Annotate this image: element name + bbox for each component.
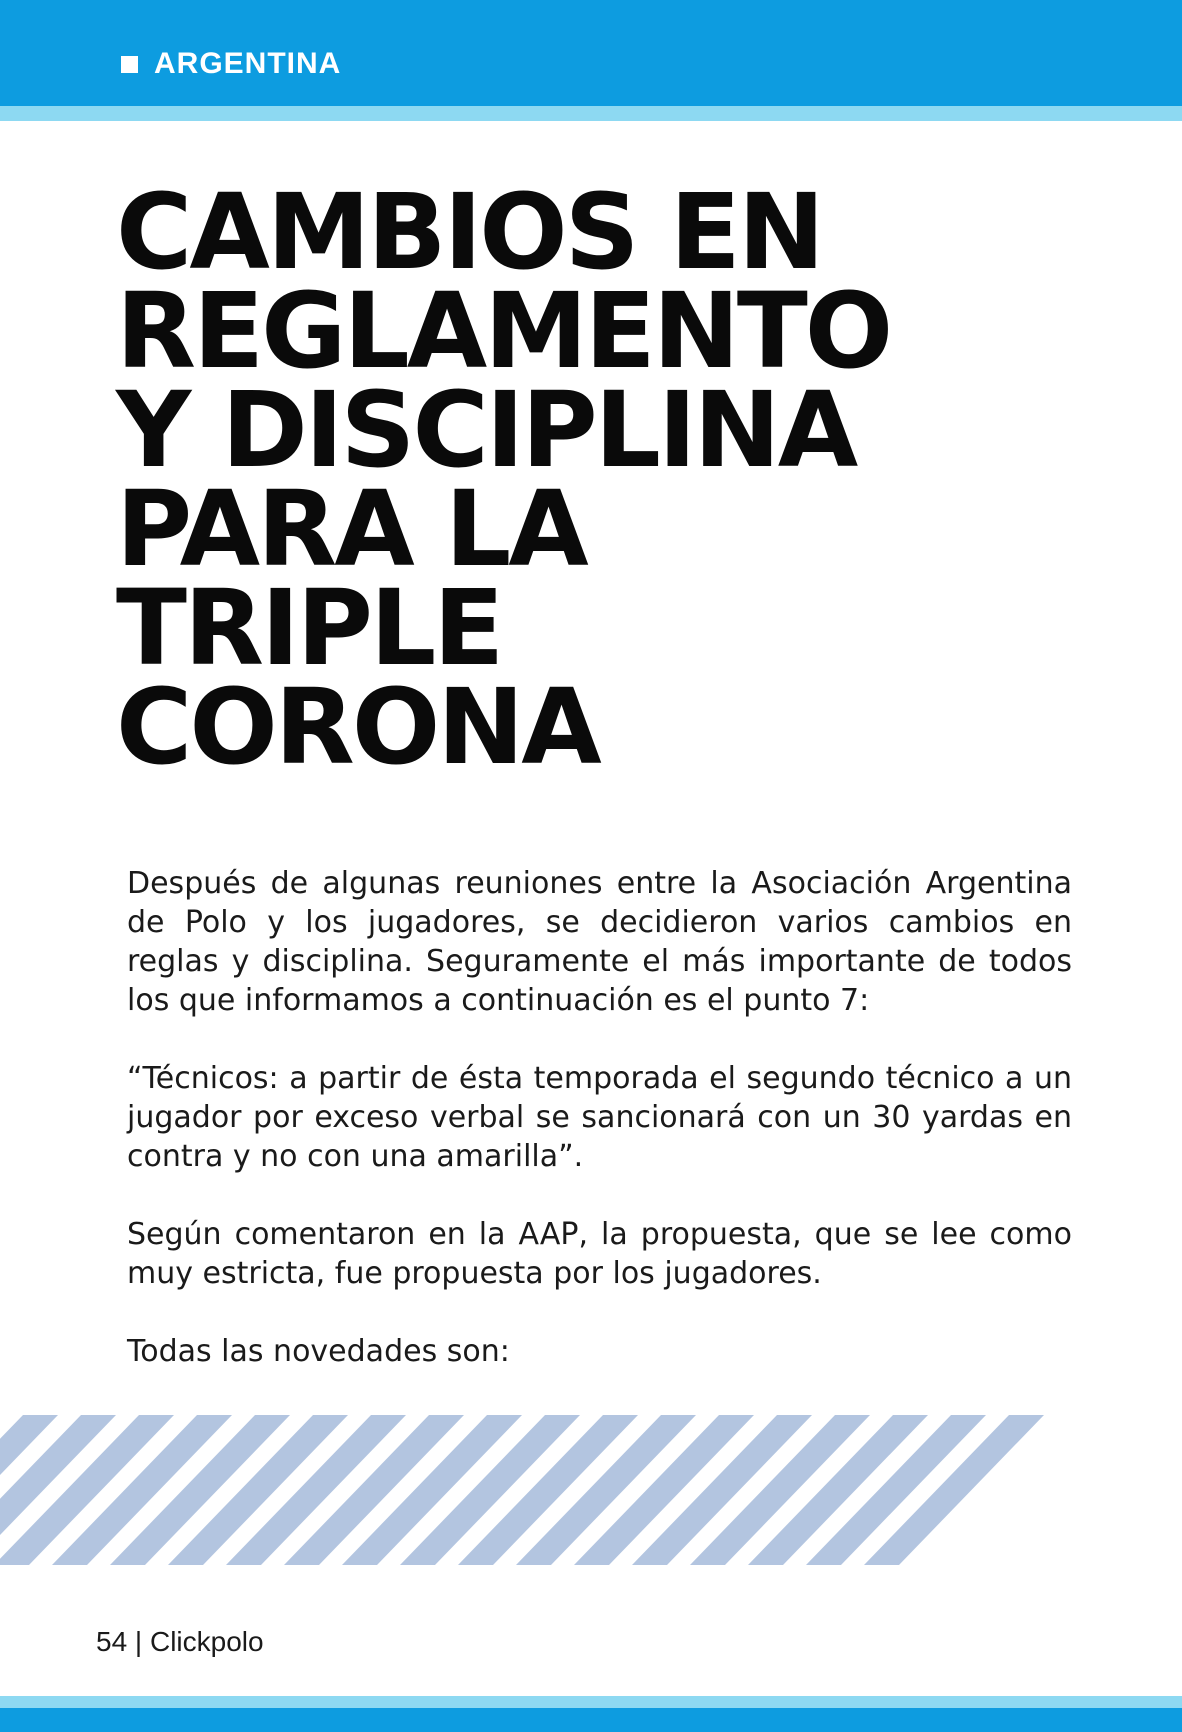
headline-line: CAMBIOS EN <box>116 171 822 293</box>
section-name: ARGENTINA <box>154 47 342 80</box>
headline-line: PARA LA <box>116 468 586 590</box>
headline-line: TRIPLE <box>116 567 502 689</box>
diagonal-stripes-decoration <box>0 1415 1070 1565</box>
article-paragraph: Según comentaron en la AAP, la propuesta, que se lee como muy estricta, fue propuesta por los jugadores. <box>127 1217 1072 1291</box>
header-accent-stripe <box>0 106 1182 121</box>
article-paragraph: Después de algunas reuniones entre la Asociación Argentina de Polo y los jugadores, se decidieron varios cambios en reglas y disciplina. Seguramente el más importante de todos los que informamos a continuación es el punto 7: <box>127 866 1072 1018</box>
article-paragraph: Todas las novedades son: <box>127 1334 510 1369</box>
article-paragraph: “Técnicos: a partir de ésta temporada el segundo técnico a un jugador por exceso verbal se sancionará con un 30 yardas en contra y no con una amarilla”. <box>127 1061 1072 1174</box>
footer-accent-stripe <box>0 1696 1182 1708</box>
page-footer-credit: 54 | Clickpolo <box>96 1626 264 1657</box>
article-headline <box>116 171 1136 788</box>
footer-band <box>0 1708 1182 1732</box>
article-body <box>127 864 1072 1410</box>
headline-line: CORONA <box>116 666 599 788</box>
headline-line: Y DISCIPLINA <box>116 369 856 491</box>
square-bullet-icon <box>121 56 138 73</box>
section-label <box>121 49 341 79</box>
headline-line: REGLAMENTO <box>116 270 891 392</box>
stripe <box>1038 1415 1070 1565</box>
